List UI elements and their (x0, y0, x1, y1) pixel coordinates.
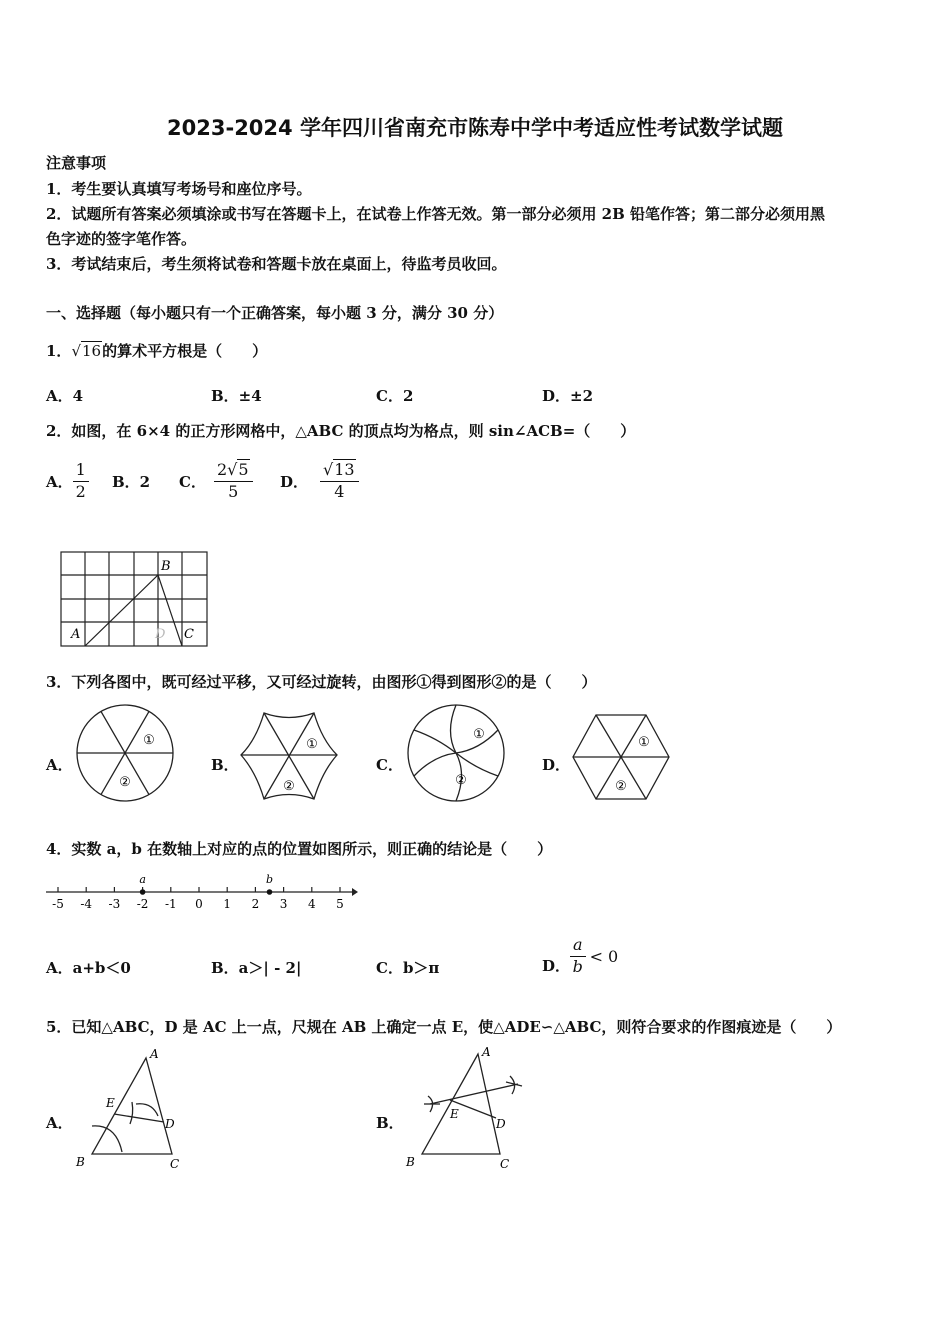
label-c: C (170, 1157, 180, 1171)
q1-number: 1． (46, 342, 72, 360)
q4-number-line (44, 868, 360, 918)
label-c: C (500, 1157, 510, 1171)
notice-item-2-cont: 色字迹的签字笔作答。 (46, 230, 197, 248)
label-d: D (496, 1117, 506, 1131)
q4-option-d (542, 932, 618, 980)
sqrt-symbol-icon: √ (227, 460, 238, 480)
mark-1: ① (638, 735, 650, 750)
arc-at-a (136, 1104, 158, 1116)
q1-option-d: D．±2 (542, 387, 594, 405)
fraction-numerator: 1 (73, 461, 89, 481)
label-a: A (150, 1047, 159, 1061)
q4-option-b: B．a＞| - 2| (211, 959, 302, 977)
q4-option-d-relation: < 0 (589, 946, 619, 966)
q2-stem: 2．如图，在 6×4 的正方形网格中，△ABC 的顶点均为格点，则 sin∠ACB=（ ） (46, 422, 636, 440)
sqrt-symbol-icon: √ (323, 460, 334, 480)
q2-option-c (179, 456, 253, 506)
notice-item-1: 1．考生要认真填写考场号和座位序号。 (46, 180, 312, 198)
tick-label: 2 (251, 897, 260, 911)
q5-option-a: A． (46, 1114, 73, 1132)
q1-stem-text: 的算术平方根是（ ） (102, 342, 268, 360)
q2-option-d (280, 456, 359, 506)
mark-2: ② (119, 775, 131, 790)
fraction-numerator (214, 461, 253, 481)
q1-option-c: C．2 (376, 387, 414, 405)
q3-option-d: D． (542, 756, 571, 774)
mark-2: ② (283, 779, 295, 794)
q2-option-d-fraction (320, 461, 359, 501)
point-b (267, 889, 273, 895)
q3-option-b: B． (211, 756, 239, 774)
q4-option-d-fraction (570, 936, 586, 976)
q5-figure-b (400, 1044, 528, 1174)
tick-label: -5 (52, 897, 64, 911)
q1-option-a: A．4 (46, 387, 84, 405)
q2-grid-figure (58, 550, 218, 650)
q1-stem (46, 340, 267, 361)
q5-stem: 5．已知△ABC，D 是 AC 上一点，尺规在 AB 上确定一点 E，使△ADE∽△ABC，则符合要求的作图痕迹是（ ） (46, 1018, 842, 1036)
q5-option-b: B． (376, 1114, 404, 1132)
q2-option-c-label: C． (179, 472, 206, 491)
label-d: D (155, 627, 166, 642)
q4-option-c: C．b＞π (376, 959, 440, 977)
point-a-label: a (139, 873, 146, 886)
q2-option-d-label: D． (280, 472, 309, 491)
label-c: C (184, 627, 194, 642)
q3-figure-d (570, 712, 672, 802)
sqrt-symbol-icon: √ (71, 342, 81, 360)
q2-option-a-label: A． (46, 472, 73, 491)
arc-at-b (92, 1126, 122, 1152)
q2-option-a-fraction (73, 461, 89, 501)
tick-label: -1 (164, 897, 177, 911)
fraction-numerator (320, 461, 359, 481)
arc-mark (130, 1102, 133, 1124)
mark-1: ① (473, 727, 485, 742)
tick-label: -4 (80, 897, 93, 911)
q4-stem: 4．实数 a，b 在数轴上对应的点的位置如图所示，则正确的结论是（ ） (46, 840, 553, 858)
q3-option-c: C． (376, 756, 403, 774)
section-heading: 一、选择题（每小题只有一个正确答案，每小题 3 分，满分 30 分） (46, 304, 504, 322)
q4-option-a: A．a+b＜0 (46, 959, 131, 977)
label-b: B (76, 1155, 85, 1169)
q3-stem: 3．下列各图中，既可经过平移，又可经过旋转，由图形①得到图形②的是（ ） (46, 673, 597, 691)
radicand: 5 (238, 460, 249, 480)
q3-figure-c (405, 702, 507, 804)
q2-option-a (46, 456, 89, 506)
notice-heading: 注意事项 (46, 154, 107, 172)
q3-option-a: A． (46, 756, 73, 774)
mark-1: ① (306, 737, 318, 752)
tick-group (52, 887, 344, 911)
tick-label: -3 (108, 897, 121, 911)
q2-option-b: B．2 (112, 472, 151, 491)
label-b: B (161, 559, 171, 574)
q1-option-b: B．±4 (211, 387, 262, 405)
fraction-denominator: 5 (228, 481, 239, 501)
fraction-numerator: a (570, 936, 586, 956)
notice-item-2: 2．试题所有答案必须填涂或书写在答题卡上，在试卷上作答无效。第一部分必须用 2B 铅笔作答；第二部分必须用黑 (46, 205, 826, 223)
label-a: A (482, 1045, 491, 1059)
q3-figure-b (238, 710, 340, 802)
label-d: D (165, 1117, 175, 1131)
label-a: A (71, 627, 81, 642)
label-e: E (450, 1107, 459, 1121)
tick-label: -2 (136, 897, 149, 911)
q3-figure-a (74, 702, 176, 804)
label-e: E (106, 1096, 115, 1110)
q1-radicand: 16 (82, 342, 102, 360)
page-title: 2023-2024 学年四川省南充市陈寿中学中考适应性考试数学试题 (167, 116, 783, 140)
tick-label: 0 (195, 897, 203, 911)
q2-option-c-fraction (214, 461, 253, 501)
tick-label: 3 (279, 897, 288, 911)
mark-1: ① (143, 733, 155, 748)
label-b: B (406, 1155, 415, 1169)
tick-label: 1 (223, 897, 232, 911)
fraction-denominator: b (572, 956, 583, 976)
mark-2: ② (455, 773, 467, 788)
point-a (140, 889, 146, 895)
q4-option-d-label: D． (542, 957, 571, 975)
arrow-right-icon (352, 888, 358, 896)
fraction-denominator: 4 (334, 481, 345, 501)
notice-item-3: 3．考试结束后，考生须将试卷和答题卡放在桌面上，待监考员收回。 (46, 255, 507, 273)
tick-label: 5 (336, 897, 344, 911)
segment-ed (114, 1114, 164, 1122)
q5-figure-a (74, 1044, 190, 1174)
perpendicular-line (430, 1084, 518, 1104)
coefficient: 2 (216, 460, 228, 480)
fraction-denominator: 2 (75, 481, 86, 501)
tick-label: 4 (307, 897, 316, 911)
mark-2: ② (615, 779, 627, 794)
point-b-label: b (265, 873, 274, 886)
radicand: 13 (334, 460, 355, 480)
